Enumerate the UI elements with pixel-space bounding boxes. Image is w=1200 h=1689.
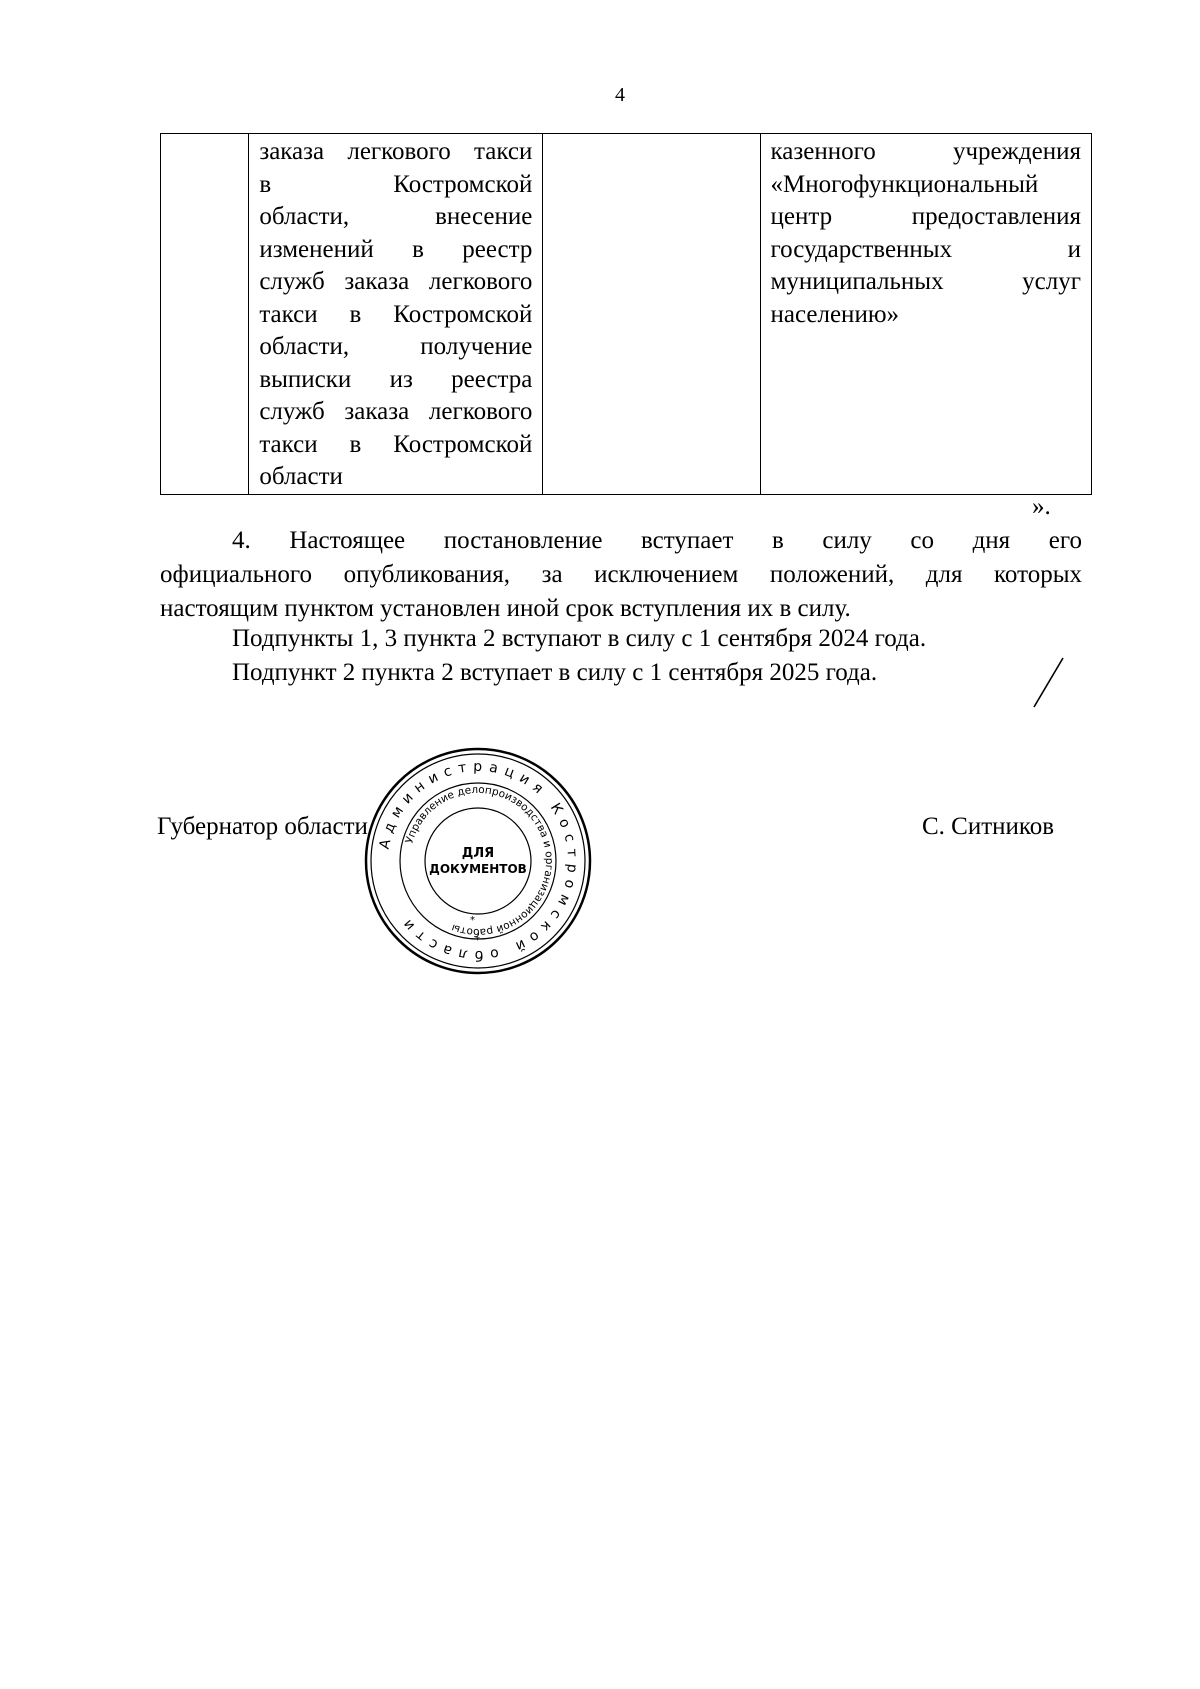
table-cell-institution	[760, 134, 1091, 495]
cell-line: такси в Костромской	[259, 300, 533, 328]
pen-stroke-mark	[1030, 655, 1066, 711]
paragraph-line: настоящим пунктом установлен иной срок вступления их в силу.	[160, 595, 851, 622]
stamp-center-line1: ДЛЯ	[461, 846, 495, 861]
cell-line: области, внесение	[259, 203, 533, 230]
stamp-star-icon: *	[470, 915, 475, 926]
table-cell-empty	[543, 134, 760, 495]
cell-line: изменений в реестр	[259, 235, 533, 263]
paragraph-line: 4. Настоящее постановление вступает в силу со дня его	[232, 527, 1082, 554]
paragraph-4	[160, 524, 1082, 626]
table-cell-service-name	[249, 134, 543, 495]
cell-line: муниципальных услуг	[770, 268, 1081, 295]
stamp-star-icon: *	[475, 935, 480, 946]
paragraph-line: официального опубликования, за исключением положений, для которых	[160, 561, 1082, 588]
cell-line: в Костромской	[259, 170, 533, 198]
cell-line: области	[259, 463, 343, 490]
stamp-outer-text: Администрация Костромской области	[376, 758, 581, 964]
paragraph-subpoints-1-3: Подпункты 1, 3 пункта 2 вступают в силу с 1 сентября 2024 года.	[232, 625, 927, 652]
cell-line: области, получение	[259, 333, 533, 360]
cell-line: государственных и	[770, 235, 1081, 263]
cell-line: центр предоставления	[770, 203, 1081, 230]
stamp-inner-text: Управление делопроизводства и организационной работы	[403, 783, 556, 939]
cell-line: такси в Костромской	[259, 430, 533, 458]
table-row	[161, 134, 1092, 495]
cell-line: казенного учреждения	[770, 138, 1081, 165]
stamp-center-line2: ДОКУМЕНТОВ	[429, 862, 527, 876]
cell-line: служб заказа легкового	[259, 398, 533, 425]
table-cell-number	[161, 134, 249, 495]
signatory-position: Губернатор области	[157, 813, 368, 840]
paragraph-subpoint-2: Подпункт 2 пункта 2 вступает в силу с 1 сентября 2025 года.	[232, 659, 878, 686]
cell-line: «Многофункциональный	[770, 170, 1039, 198]
closing-quote: ».	[1032, 493, 1051, 520]
signatory-name: С. Ситников	[922, 813, 1055, 840]
cell-line: заказа легкового такси	[259, 138, 533, 165]
cell-line: выписки из реестра	[259, 365, 533, 393]
page-number: 4	[615, 84, 625, 106]
cell-line: населению»	[770, 300, 899, 328]
official-stamp-seal	[362, 745, 594, 977]
cell-line: служб заказа легкового	[259, 268, 533, 295]
continuation-table	[160, 133, 1092, 495]
